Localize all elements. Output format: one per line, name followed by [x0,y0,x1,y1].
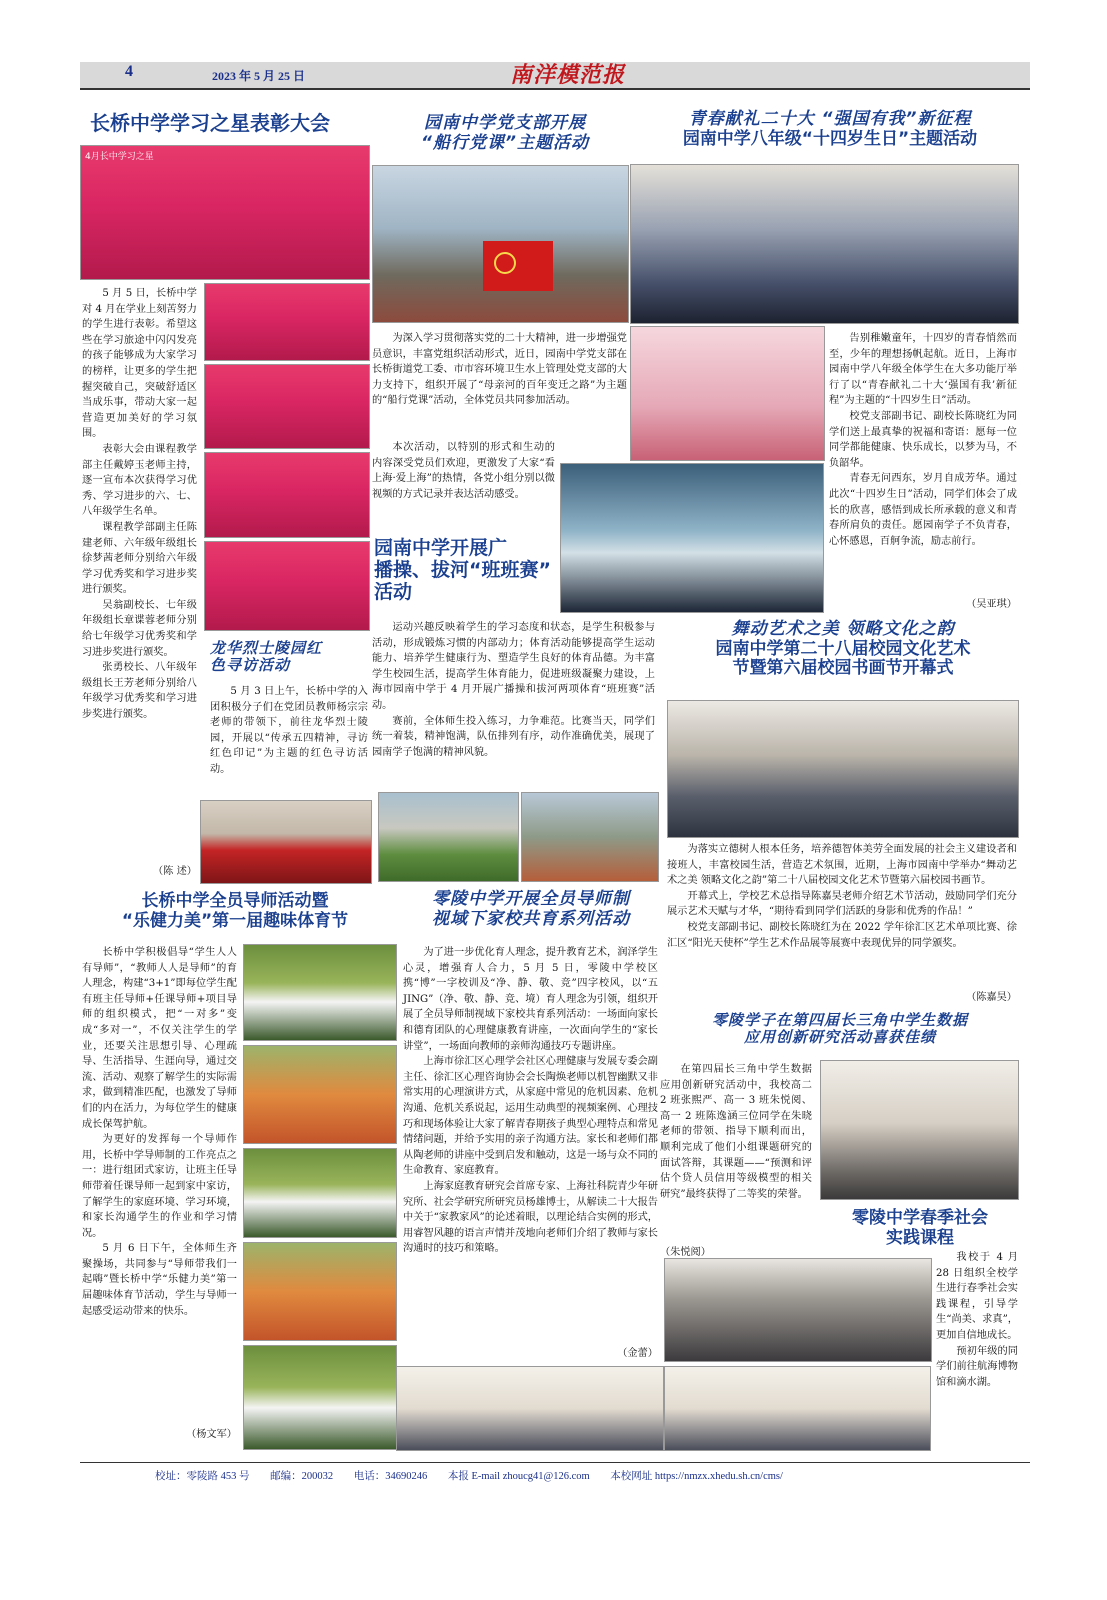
article-2-body: 为深入学习贯彻落实党的二十大精神，进一步增强党员意识，丰富党组织活动形式，近日，园南中学党支部在长桥街道党工委、市市容环境卫生水上管理处党支部的大力支持下，组织开展了“母亲河的百年变迁之路”为主题的“船行党课”活动，全体党员共同参加活动。 [372,333,627,407]
article-8-title: 零陵中学开展全员导师制 视域下家校共育系列活动 [432,889,630,929]
social-practice-photo [664,1258,932,1362]
website[interactable]: 本校网址 https://nmzx.xhedu.sh.cn/cms/ [610,1471,783,1482]
birthday-event-photo [560,463,824,613]
article-6-body: 为落实立德树人根本任务，培养德智体美劳全面发展的社会主义建设者和接班人，丰富校园生活，营造艺术氛围，近期，上海市园南中学举办“舞动艺术之美 领略文化之韵”第二十八届校园文化艺术节暨第六届校园书画节。 开幕式上，学校艺术总指导陈嘉昊老师介绍艺术节活动，鼓励同学们充分展示艺术天赋与才华，“期待看到同学们活跃的身影和优秀的作品！” 校党支部副书记、副校长陈晓红为在 2022 学年徐汇区艺术单项比赛、徐汇区“阳光天使杯”学生艺术作品展等展赛中表现优异的同学颁奖。 [667,844,1017,949]
article-2-title: 园南中学党支部开展 “船行党课”主题活动 [421,113,589,153]
sports-festival-photo-5 [243,1345,397,1450]
birthday-students-photo [630,164,1019,324]
sports-festival-photo-3 [243,1148,397,1238]
certificate-photo [664,1366,931,1451]
email[interactable]: 本报 E-mail zhoucg41@126.com [447,1471,590,1482]
award-photo-3 [204,364,370,449]
sports-festival-photo-1 [243,944,397,1041]
article-4-title: 园南中学开展广 播操、拔河“班班赛” 活动 [374,537,551,603]
photo-caption: 4月长中学习之星 [85,152,154,162]
article-8-body: 为了进一步优化育人理念，提升教育艺术，润泽学生心灵，增强育人合力，5 月 5 日，零陵中学校区携“博”一字校训及“净、静、敬、竞”四字校风，以“五 JING”（净、敬、静、竞、境）育人理念为引领，组织开展了全员导师制视域下家校共育系列活动：一场面向家长和德育团队的心理健康教育讲座，一次面向学生的“家长讲堂”，一场面向教师的亲师沟通技巧专题讲座。 上海市徐汇区心理学会社区心理健康与发展专委会副主任、徐汇区心理咨询协会会长陶焕老师以机智幽默又非常实用的心理演讲方式，从家庭中常见的危机因素、危机沟通、危机关系说起，运用生动典型的视频案例、心理技巧和现场体验让大家了解青春期孩子典型心理特点和常见情绪问题，并给予实用的亲子沟通方法。家长和老师们都从陶老师的讲座中受到启发和触动，这是一场与众不同的生命教育、家庭教育。 上海家庭教育研究会首席专家、上海社科院青少年研究所、社会学研究所研究员杨雄博士，从解读二十大报告中关于“家教家风”的论述着眼，以理论结合实例的形式，用睿智风趣的语言声情并茂地向老师们介绍了教师与家长沟通时的技巧和策略。 [403,947,658,1255]
article-7-title: 长桥中学全员导师活动暨 “乐健力美”第一届趣味体育节 [121,891,349,931]
article-10-title: 零陵中学春季社会 实践课程 [852,1208,988,1248]
issue-date: 2023 年 5 月 25 日 [212,69,306,83]
award-photo-4 [204,452,370,538]
party-flag-icon [483,241,553,291]
footer-info [80,1468,1030,1483]
sports-festival-photo-2 [243,1045,397,1144]
article-5-body: 5 月 3 日上午，长桥中学的入团积极分子们在党团员教师杨宗宗老师的带领下，前往龙华烈士陵园，开展以“传承五四精神，寻访红色印记”为主题的红色寻访活动。 [210,686,368,775]
award-stage-photo [80,145,370,280]
award-photo-5 [204,541,370,631]
tug-of-war-photo [521,792,659,882]
article-4-body: 运动兴趣反映着学生的学习态度和状态，是学生积极参与活动，形成锻炼习惯的内部动力；体育活动能够提高学生运动能力、培养学生健康行为、塑造学生良好的体育品德。为丰富学生校园生活，提高学生体育能力，促进班级凝聚力建设，上海市园南中学于 4 月开展广播操和拔河两项体育“班班赛”活动。 赛前，全体师生投入练习，力争难范。比赛当天，同学们统一着装，精神饱满，队伍排列有序，动作准确优美，展现了园南学子饱满的精神风貌。 [372,622,655,758]
article-8-credit: （金蕾） [617,1348,658,1359]
sports-festival-photo-4 [243,1242,397,1341]
article-5-title: 龙华烈士陵园红 色寻访活动 [210,639,323,675]
article-3-credit: （吴亚琪） [966,599,1017,610]
article-9-body: 在第四届长三角中学生数据应用创新研究活动中，我校高二 2 班张熙严、高一 3 班朱悦阅、高一 2 班陈逸涵三位同学在朱晓老师的带领、指导下顺利而出，顺利完成了他们小组课题研究的面试答辩，其课题——“预测和评估个贷人员信用等级模型的相关研究”最终获得了二等奖的荣誉。 [660,1064,812,1200]
article-10-body: 我校于 4 月 28 日组织全校学生进行春季社会实践课程，引导学生“尚美、求真”，更加自信地成长。 预初年级的同学们前往航海博物馆和滴水湖。 [936,1252,1018,1388]
article-6-title: 舞动艺术之美 领略文化之韵 园南中学第二十八届校园文化艺术 节暨第六届校园书画节开幕式 [715,619,971,679]
article-1-title: 长桥中学学习之星表彰大会 [90,111,330,135]
article-9-title: 零陵学子在第四届长三角中学生数据 应用创新研究活动喜获佳绩 [711,1011,968,1047]
article-1-credit: （陈 述） [153,866,197,877]
article-7-credit: （杨文军） [186,1429,237,1440]
article-7-body: 长桥中学积极倡导“学生人人有导师”，“教师人人是导师”的育人理念，构建“3+1”即每位学生配有班主任导师+任课导师+项目导师的组织模式，把“一对多”变成“多对一”，不仅关注学生的学业，还要关注思想引导、心理疏导、生活指导、生涯向导，通过交流、活动、观察了解学生的实际需求，做到精准匹配，也激发了导师们的内在活力，为每位学生的健康成长保驾护航。 为更好的发挥每一个导师作用，长桥中学导师制的工作亮点之一：进行组团式家访，让班主任导师带着任课导师一起到家中家访，了解学生的家庭环境、学习环境，和家长沟通学生的作业和学习情况。 5 月 6 日下午，全体师生齐聚操场，共同参与“导师带我们一起嗨”暨长桥中学“乐健力美”第一届趣味体育节活动，学生与导师一起感受运动带来的快乐。 [82,947,237,1317]
article-3-body: 告别稚嫩童年，十四岁的青春悄然而至，少年的理想扬帆起航。近日，上海市园南中学八年级全体学生在大多功能厅举行了以“青春献礼二十大‘强国有我’新征程”为主题的“十四岁生日”活动。 校党支部副书记、副校长陈晓红为同学们送上最真挚的祝福和寄语：愿每一位同学都能健康、快乐成长，以梦为马，不负韶华。 青春无问西东，岁月自成芳华。通过此次“十四岁生日”活动，同学们体会了成长的欣喜，感悟到成长所承载的意义和青春所肩负的责任。愿园南学子不负青春，心怀感恩，百舸争流，励志前行。 [829,333,1017,547]
article-1-body: 5 月 5 日，长桥中学对 4 月在学业上刻苦努力的学生进行表彰。希望这些在学习旅途中闪闪发亮的孩子能够成为大家学习的榜样，让更多的学生把握突破自己，突破舒适区当成乐事，带动大家一起营造更加美好的学习氛围。 表彰大会由课程教学部主任戴婷玉老师主持，逐一宣布本次获得学习优秀、学习进步的六、七、八年级学生名单。 课程教学部副主任陈建老师、六年级年级组长徐梦茜老师分别给六年级学习优秀奖和学习进步奖进行颁奖。 吴翁副校长、七年级年级组长章谍蓉老师分别给七年级学习优秀奖和学习进步奖进行颁奖。 张勇校长、八年级年级组长王芳老师分别给八年级学习优秀奖和学习进步奖进行颁奖。 [82,288,197,721]
article-9-credit: （朱悦阅） [660,1247,711,1258]
footer-divider [80,1462,1030,1463]
art-festival-stage-photo [667,700,1019,838]
memorial-flag-photo [200,800,372,884]
party-group-photo [372,165,629,323]
article-6-credit: （陈嘉昊） [966,992,1017,1003]
school-address: 校址：零陵路 453 号 [155,1471,250,1482]
article-3-title: 青春献礼二十大 “强国有我”新征程 园南中学八年级“十四岁生日”主题活动 [682,109,978,149]
award-students-photo [820,1060,1019,1200]
phone: 电话：34690246 [353,1471,428,1482]
page-number: 4 [125,63,133,80]
newspaper-logo: 南洋模范报 [510,62,626,88]
broadcast-exercise-photo [378,792,519,882]
award-photo-2 [204,283,370,361]
postcode: 邮编：200032 [270,1471,334,1482]
teacher-seminar-photo [396,1366,664,1451]
principal-speech-photo [630,326,825,461]
article-2-body-cont: 本次活动，以特别的形式和生动的内容深受党员们欢迎，更激发了大家“看上海·爱上海”的热情，各党小组分别以微视频的方式记录并表达活动感受。 [372,442,555,500]
